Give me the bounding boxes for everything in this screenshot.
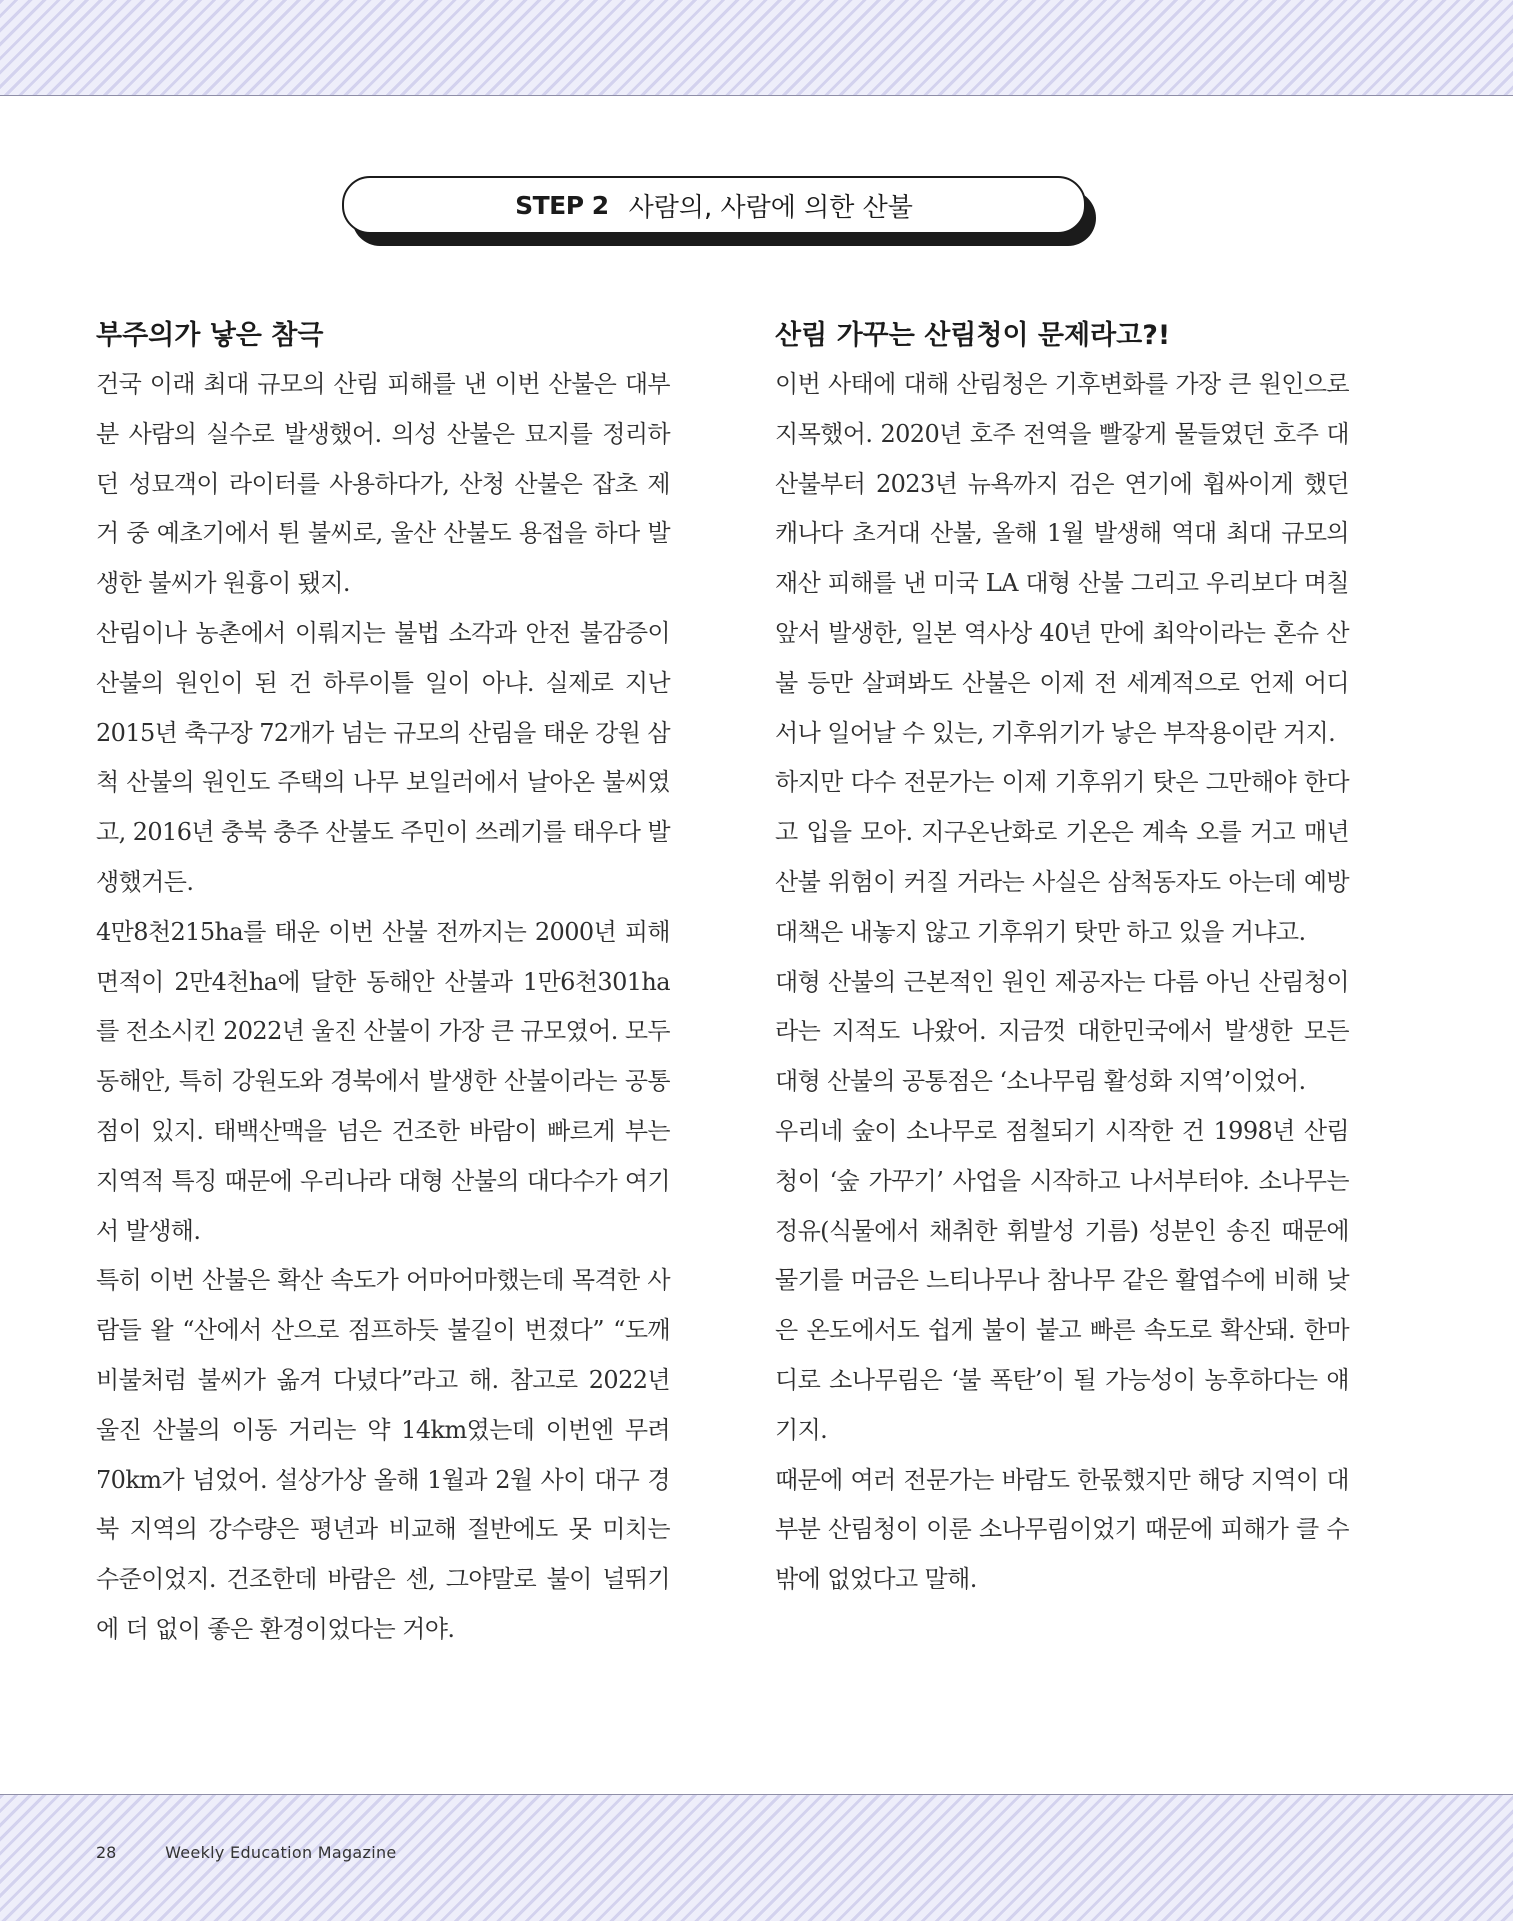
paragraph: 대형 산불의 근본적인 원인 제공자는 다름 아닌 산림청이라는 지적도 나왔어. 지금껏 대한민국에서 발생한 모든 대형 산불의 공통점은 ‘소나무림 활성화 지역’이었어.	[775, 967, 1349, 1096]
paragraph: 때문에 여러 전문가는 바람도 한몫했지만 해당 지역이 대부분 산림청이 이룬 소나무림이었기 때문에 피해가 클 수밖에 없었다고 말해.	[775, 1465, 1349, 1594]
left-column-body	[96, 360, 670, 1655]
paragraph: 4만8천215ha를 태운 이번 산불 전까지는 2000년 피해 면적이 2만4천ha에 달한 동해안 산불과 1만6천301ha를 전소시킨 2022년 울진 산불이 가장 큰 규모였어. 모두 동해안, 특히 강원도와 경북에서 발생한 산불이라는 공통점이 있지. 태백산맥을 넘은 건조한 바람이 빠르게 부는 지역적 특징 때문에 우리나라 대형 산불의 대다수가 여기서 발생해.	[96, 917, 670, 1245]
right-column	[775, 318, 1349, 1605]
top-decorative-band	[0, 0, 1513, 96]
step-label: STEP 2	[515, 190, 609, 220]
right-column-heading: 산림 가꾸는 산림청이 문제라고?!	[775, 320, 1171, 351]
paragraph: 이번 사태에 대해 산림청은 기후변화를 가장 큰 원인으로 지목했어. 2020년 호주 전역을 빨갛게 물들였던 호주 대산불부터 2023년 뉴욕까지 검은 연기에 휩싸이게 했던 캐나다 초거대 산불, 올해 1월 발생해 역대 최대 규모의 재산 피해를 낸 미국 LA 대형 산불 그리고 우리보다 며칠 앞서 발생한, 일본 역사상 40년 만에 최악이라는 혼슈 산불 등만 살펴봐도 산불은 이제 전 세계적으로 언제 어디서나 일어날 수 있는, 기후위기가 낳은 부작용이란 거지.	[775, 370, 1349, 747]
paragraph: 하지만 다수 전문가는 이제 기후위기 탓은 그만해야 한다고 입을 모아. 지구온난화로 기온은 계속 오를 거고 매년 산불 위험이 커질 거라는 사실은 삼척동자도 아는데 예방 대책은 내놓지 않고 기후위기 탓만 하고 있을 거냐고.	[775, 768, 1349, 946]
step-title: 사람의, 사람에 의한 산불	[628, 192, 913, 223]
page-number: 28	[96, 1843, 117, 1862]
left-column	[96, 318, 670, 1655]
magazine-name: Weekly Education Magazine	[165, 1843, 397, 1862]
paragraph: 우리네 숲이 소나무로 점철되기 시작한 건 1998년 산림청이 ‘숲 가꾸기’ 사업을 시작하고 나서부터야. 소나무는 정유(식물에서 채취한 휘발성 기름) 성분인 송진 때문에 물기를 머금은 느티나무나 참나무 같은 활엽수에 비해 낮은 온도에서도 쉽게 불이 붙고 빠른 속도로 확산돼. 한마디로 소나무림은 ‘불 폭탄’이 될 가능성이 농후하다는 얘기지.	[775, 1116, 1349, 1444]
paragraph: 특히 이번 산불은 확산 속도가 어마어마했는데 목격한 사람들 왈 “산에서 산으로 점프하듯 불길이 번졌다” “도깨비불처럼 불씨가 옮겨 다녔다”라고 해. 참고로 2022년 울진 산불의 이동 거리는 약 14km였는데 이번엔 무려 70km가 넘었어. 설상가상 올해 1월과 2월 사이 대구 경북 지역의 강수량은 평년과 비교해 절반에도 못 미치는 수준이었지. 건조한데 바람은 센, 그야말로 불이 널뛰기에 더 없이 좋은 환경이었다는 거야.	[96, 1266, 670, 1643]
section-header	[342, 176, 1096, 250]
right-column-body	[775, 360, 1349, 1605]
paragraph: 건국 이래 최대 규모의 산림 피해를 낸 이번 산불은 대부분 사람의 실수로 발생했어. 의성 산불은 묘지를 정리하던 성묘객이 라이터를 사용하다가, 산청 산불은 잡초 제거 중 예초기에서 튄 불씨로, 울산 산불도 용접을 하다 발생한 불씨가 원흉이 됐지.	[96, 370, 670, 598]
left-column-heading: 부주의가 낳은 참극	[96, 320, 324, 351]
paragraph: 산림이나 농촌에서 이뤄지는 불법 소각과 안전 불감증이 산불의 원인이 된 건 하루이틀 일이 아냐. 실제로 지난 2015년 축구장 72개가 넘는 규모의 산림을 태운 강원 삼척 산불의 원인도 주택의 나무 보일러에서 날아온 불씨였고, 2016년 충북 충주 산불도 주민이 쓰레기를 태우다 발생했거든.	[96, 618, 670, 896]
page-footer	[96, 1843, 397, 1862]
section-header-pill	[342, 176, 1086, 234]
